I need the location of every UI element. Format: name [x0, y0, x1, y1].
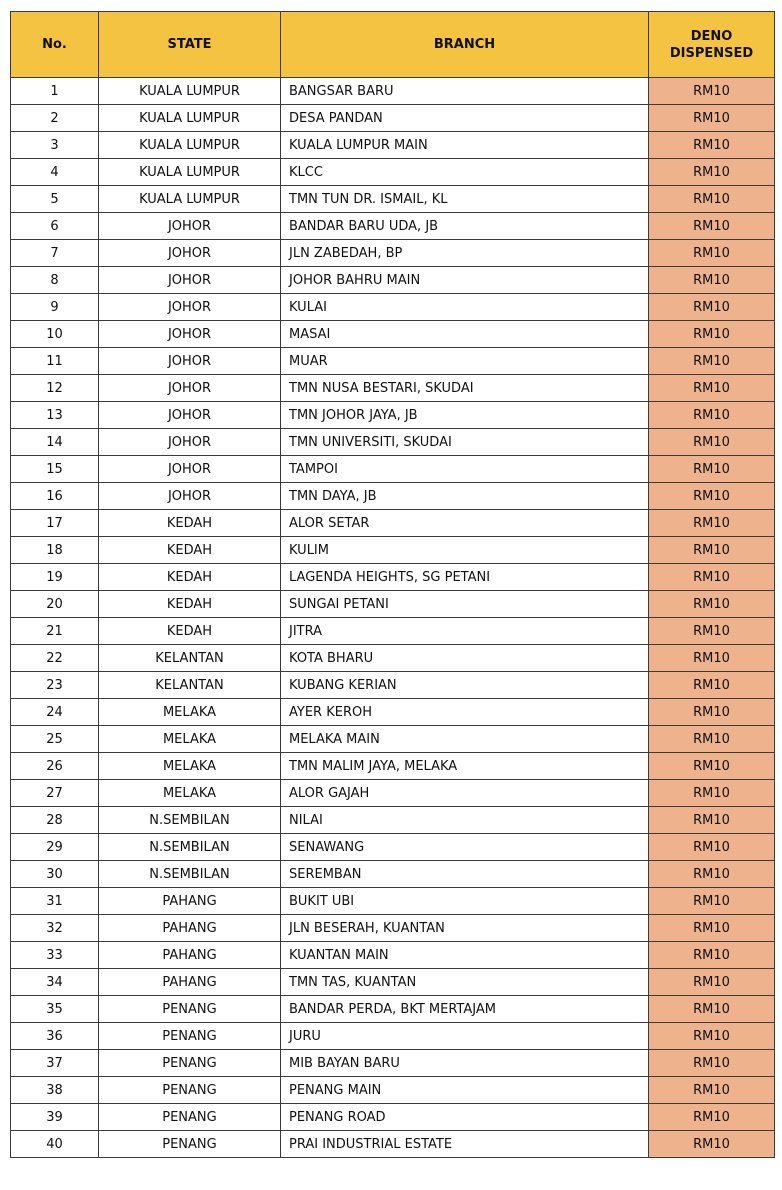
row-deno-cell: RM10 [649, 348, 775, 375]
table-row [11, 672, 775, 699]
row-deno-cell: RM10 [649, 699, 775, 726]
table-row [11, 1131, 775, 1158]
row-deno-cell: RM10 [649, 942, 775, 969]
row-no-cell: 28 [11, 807, 99, 834]
row-branch-cell: TMN DAYA, JB [281, 483, 649, 510]
row-branch-cell: JLN ZABEDAH, BP [281, 240, 649, 267]
row-state-cell: N.SEMBILAN [99, 834, 281, 861]
row-state-cell: MELAKA [99, 780, 281, 807]
row-no-cell: 13 [11, 402, 99, 429]
row-deno-cell: RM10 [649, 429, 775, 456]
row-deno-cell: RM10 [649, 267, 775, 294]
row-no-cell: 6 [11, 213, 99, 240]
row-no-cell: 21 [11, 618, 99, 645]
row-branch-cell: PRAI INDUSTRIAL ESTATE [281, 1131, 649, 1158]
table-row [11, 888, 775, 915]
row-deno-cell: RM10 [649, 753, 775, 780]
row-branch-cell: MUAR [281, 348, 649, 375]
row-no-cell: 24 [11, 699, 99, 726]
row-state-cell: PENANG [99, 1077, 281, 1104]
table-row [11, 267, 775, 294]
row-deno-cell: RM10 [649, 591, 775, 618]
row-state-cell: JOHOR [99, 429, 281, 456]
row-branch-cell: MELAKA MAIN [281, 726, 649, 753]
row-no-cell: 23 [11, 672, 99, 699]
row-no-cell: 17 [11, 510, 99, 537]
row-no-cell: 39 [11, 1104, 99, 1131]
table-row [11, 105, 775, 132]
row-state-cell: JOHOR [99, 456, 281, 483]
table-row [11, 564, 775, 591]
row-state-cell: JOHOR [99, 267, 281, 294]
row-branch-cell: JLN BESERAH, KUANTAN [281, 915, 649, 942]
row-no-cell: 37 [11, 1050, 99, 1077]
row-branch-cell: PENANG MAIN [281, 1077, 649, 1104]
row-deno-cell: RM10 [649, 186, 775, 213]
row-state-cell: PAHANG [99, 915, 281, 942]
table-row [11, 483, 775, 510]
row-deno-cell: RM10 [649, 240, 775, 267]
table-row [11, 456, 775, 483]
table-row [11, 429, 775, 456]
table-row [11, 834, 775, 861]
table-row [11, 942, 775, 969]
table-row [11, 321, 775, 348]
row-state-cell: KELANTAN [99, 672, 281, 699]
row-branch-cell: JOHOR BAHRU MAIN [281, 267, 649, 294]
row-no-cell: 12 [11, 375, 99, 402]
row-branch-cell: KLCC [281, 159, 649, 186]
row-no-cell: 19 [11, 564, 99, 591]
row-branch-cell: JURU [281, 1023, 649, 1050]
row-branch-cell: AYER KEROH [281, 699, 649, 726]
row-state-cell: KEDAH [99, 510, 281, 537]
row-state-cell: JOHOR [99, 240, 281, 267]
row-state-cell: JOHOR [99, 294, 281, 321]
table-header [11, 12, 775, 78]
row-deno-cell: RM10 [649, 1023, 775, 1050]
row-deno-cell: RM10 [649, 1077, 775, 1104]
row-state-cell: PENANG [99, 1131, 281, 1158]
header-no: No. [11, 12, 99, 78]
row-no-cell: 33 [11, 942, 99, 969]
row-deno-cell: RM10 [649, 969, 775, 996]
table-body [11, 78, 775, 1158]
table-row [11, 753, 775, 780]
table-row [11, 807, 775, 834]
row-deno-cell: RM10 [649, 105, 775, 132]
row-no-cell: 2 [11, 105, 99, 132]
row-branch-cell: TMN JOHOR JAYA, JB [281, 402, 649, 429]
row-branch-cell: KULAI [281, 294, 649, 321]
table-row [11, 294, 775, 321]
row-no-cell: 30 [11, 861, 99, 888]
row-state-cell: KEDAH [99, 564, 281, 591]
row-no-cell: 10 [11, 321, 99, 348]
row-no-cell: 14 [11, 429, 99, 456]
row-branch-cell: KUBANG KERIAN [281, 672, 649, 699]
table-row [11, 1077, 775, 1104]
row-deno-cell: RM10 [649, 564, 775, 591]
header-deno-line1: DENO [690, 28, 733, 44]
row-deno-cell: RM10 [649, 1050, 775, 1077]
row-state-cell: KEDAH [99, 618, 281, 645]
row-deno-cell: RM10 [649, 618, 775, 645]
table-row [11, 375, 775, 402]
table-row [11, 861, 775, 888]
row-no-cell: 34 [11, 969, 99, 996]
row-no-cell: 1 [11, 78, 99, 105]
row-deno-cell: RM10 [649, 1131, 775, 1158]
row-branch-cell: MIB BAYAN BARU [281, 1050, 649, 1077]
row-deno-cell: RM10 [649, 375, 775, 402]
row-no-cell: 20 [11, 591, 99, 618]
row-branch-cell: BUKIT UBI [281, 888, 649, 915]
row-branch-cell: BANDAR PERDA, BKT MERTAJAM [281, 996, 649, 1023]
row-state-cell: JOHOR [99, 321, 281, 348]
row-no-cell: 32 [11, 915, 99, 942]
row-no-cell: 11 [11, 348, 99, 375]
row-deno-cell: RM10 [649, 213, 775, 240]
row-deno-cell: RM10 [649, 726, 775, 753]
table-row [11, 348, 775, 375]
row-branch-cell: KOTA BHARU [281, 645, 649, 672]
row-branch-cell: SUNGAI PETANI [281, 591, 649, 618]
row-branch-cell: TMN TUN DR. ISMAIL, KL [281, 186, 649, 213]
row-state-cell: JOHOR [99, 213, 281, 240]
table-row [11, 78, 775, 105]
row-no-cell: 25 [11, 726, 99, 753]
row-deno-cell: RM10 [649, 645, 775, 672]
row-no-cell: 15 [11, 456, 99, 483]
row-branch-cell: DESA PANDAN [281, 105, 649, 132]
row-no-cell: 7 [11, 240, 99, 267]
table-row [11, 969, 775, 996]
table-row [11, 780, 775, 807]
row-branch-cell: NILAI [281, 807, 649, 834]
row-state-cell: KUALA LUMPUR [99, 132, 281, 159]
row-no-cell: 31 [11, 888, 99, 915]
row-deno-cell: RM10 [649, 483, 775, 510]
row-branch-cell: KUANTAN MAIN [281, 942, 649, 969]
row-deno-cell: RM10 [649, 510, 775, 537]
table-row [11, 1050, 775, 1077]
row-branch-cell: TMN TAS, KUANTAN [281, 969, 649, 996]
row-state-cell: JOHOR [99, 375, 281, 402]
row-branch-cell: TAMPOI [281, 456, 649, 483]
row-state-cell: KUALA LUMPUR [99, 78, 281, 105]
row-deno-cell: RM10 [649, 456, 775, 483]
table-row [11, 591, 775, 618]
row-no-cell: 8 [11, 267, 99, 294]
row-branch-cell: SENAWANG [281, 834, 649, 861]
row-state-cell: PAHANG [99, 942, 281, 969]
row-state-cell: MELAKA [99, 699, 281, 726]
row-state-cell: JOHOR [99, 348, 281, 375]
row-state-cell: PENANG [99, 1104, 281, 1131]
row-deno-cell: RM10 [649, 834, 775, 861]
table-row [11, 618, 775, 645]
table-row [11, 186, 775, 213]
table-row [11, 240, 775, 267]
header-deno-line2: DISPENSED [669, 45, 754, 61]
row-state-cell: PAHANG [99, 888, 281, 915]
row-state-cell: N.SEMBILAN [99, 861, 281, 888]
row-no-cell: 18 [11, 537, 99, 564]
row-state-cell: N.SEMBILAN [99, 807, 281, 834]
table-row [11, 537, 775, 564]
row-branch-cell: JITRA [281, 618, 649, 645]
row-branch-cell: ALOR GAJAH [281, 780, 649, 807]
row-branch-cell: TMN NUSA BESTARI, SKUDAI [281, 375, 649, 402]
row-no-cell: 29 [11, 834, 99, 861]
row-deno-cell: RM10 [649, 996, 775, 1023]
row-state-cell: MELAKA [99, 726, 281, 753]
row-deno-cell: RM10 [649, 807, 775, 834]
row-no-cell: 26 [11, 753, 99, 780]
row-no-cell: 16 [11, 483, 99, 510]
row-state-cell: PENANG [99, 1050, 281, 1077]
branch-table [10, 11, 775, 1158]
row-no-cell: 36 [11, 1023, 99, 1050]
row-no-cell: 22 [11, 645, 99, 672]
row-deno-cell: RM10 [649, 402, 775, 429]
row-state-cell: MELAKA [99, 753, 281, 780]
table-row [11, 1023, 775, 1050]
row-state-cell: KELANTAN [99, 645, 281, 672]
table-row [11, 996, 775, 1023]
table-row [11, 159, 775, 186]
row-deno-cell: RM10 [649, 537, 775, 564]
row-state-cell: KUALA LUMPUR [99, 105, 281, 132]
row-branch-cell: KUALA LUMPUR MAIN [281, 132, 649, 159]
table-row [11, 402, 775, 429]
row-branch-cell: ALOR SETAR [281, 510, 649, 537]
header-row [11, 12, 775, 78]
row-state-cell: JOHOR [99, 483, 281, 510]
row-no-cell: 35 [11, 996, 99, 1023]
table-row [11, 1104, 775, 1131]
row-branch-cell: KULIM [281, 537, 649, 564]
table-row [11, 699, 775, 726]
row-branch-cell: TMN UNIVERSITI, SKUDAI [281, 429, 649, 456]
row-deno-cell: RM10 [649, 321, 775, 348]
row-deno-cell: RM10 [649, 915, 775, 942]
header-deno-dispensed [649, 12, 775, 78]
row-branch-cell: MASAI [281, 321, 649, 348]
row-state-cell: KEDAH [99, 591, 281, 618]
row-deno-cell: RM10 [649, 861, 775, 888]
row-no-cell: 4 [11, 159, 99, 186]
row-state-cell: PENANG [99, 1023, 281, 1050]
row-deno-cell: RM10 [649, 78, 775, 105]
row-deno-cell: RM10 [649, 132, 775, 159]
row-deno-cell: RM10 [649, 888, 775, 915]
row-branch-cell: SEREMBAN [281, 861, 649, 888]
row-state-cell: KEDAH [99, 537, 281, 564]
row-deno-cell: RM10 [649, 294, 775, 321]
row-branch-cell: PENANG ROAD [281, 1104, 649, 1131]
row-deno-cell: RM10 [649, 1104, 775, 1131]
row-deno-cell: RM10 [649, 159, 775, 186]
table-row [11, 645, 775, 672]
table-row [11, 213, 775, 240]
row-no-cell: 38 [11, 1077, 99, 1104]
row-no-cell: 5 [11, 186, 99, 213]
table-row [11, 915, 775, 942]
row-state-cell: PENANG [99, 996, 281, 1023]
row-state-cell: JOHOR [99, 402, 281, 429]
table-row [11, 726, 775, 753]
row-no-cell: 3 [11, 132, 99, 159]
header-state: STATE [99, 12, 281, 78]
row-branch-cell: TMN MALIM JAYA, MELAKA [281, 753, 649, 780]
table-row [11, 510, 775, 537]
row-no-cell: 27 [11, 780, 99, 807]
row-branch-cell: LAGENDA HEIGHTS, SG PETANI [281, 564, 649, 591]
row-deno-cell: RM10 [649, 780, 775, 807]
table-row [11, 132, 775, 159]
row-no-cell: 40 [11, 1131, 99, 1158]
row-deno-cell: RM10 [649, 672, 775, 699]
row-state-cell: KUALA LUMPUR [99, 159, 281, 186]
row-state-cell: KUALA LUMPUR [99, 186, 281, 213]
header-branch: BRANCH [281, 12, 649, 78]
row-no-cell: 9 [11, 294, 99, 321]
row-state-cell: PAHANG [99, 969, 281, 996]
row-branch-cell: BANGSAR BARU [281, 78, 649, 105]
row-branch-cell: BANDAR BARU UDA, JB [281, 213, 649, 240]
